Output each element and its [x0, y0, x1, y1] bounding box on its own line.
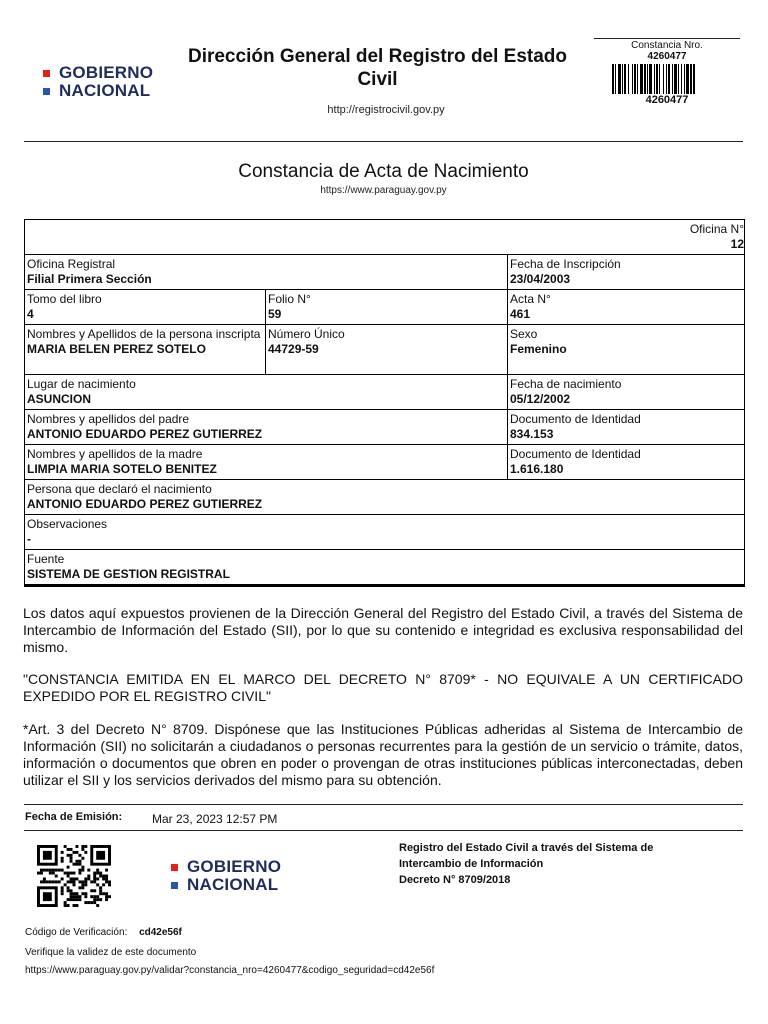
document-url: https://www.paraguay.gov.py [320, 185, 447, 196]
lugar-nacimiento-cell [25, 375, 508, 410]
nombres-persona-cell [25, 325, 266, 375]
qr-module [84, 901, 87, 904]
qr-module [96, 872, 99, 875]
qr-module [81, 892, 84, 895]
qr-module [96, 898, 99, 901]
qr-module [55, 880, 58, 883]
qr-module [49, 880, 52, 883]
verify-text: Verifique la validez de este documento [25, 947, 197, 958]
qr-module [58, 880, 61, 883]
qr-module [75, 892, 78, 895]
qr-module [75, 904, 78, 907]
nombres-persona-value: MARIA BELEN PEREZ SOTELO [27, 342, 206, 356]
qr-module [93, 880, 96, 883]
qr-module [99, 889, 102, 892]
fecha-inscripcion-label: Fecha de Inscripción [510, 257, 621, 271]
disclaimer-paragraph: Los datos aquí expuestos provienen de la Dirección General del Registro del Estado Civil, a través del Sistema de Intercambio de Información del Estado (SII), por lo que su contenido e integridad es exclusiva responsabilidad del mismo. [23, 605, 743, 655]
fecha-nacimiento-cell [508, 375, 745, 410]
qr-module [99, 892, 102, 895]
qr-module [70, 854, 73, 857]
declarante-label: Persona que declaró el nacimiento [27, 482, 212, 496]
registro-line-1: Registro del Estado Civil a través del Sistema de [399, 842, 654, 854]
qr-module [84, 892, 87, 895]
qr-module [73, 892, 76, 895]
qr-module [55, 875, 58, 878]
qr-module [81, 869, 84, 872]
qr-module [37, 872, 40, 875]
numero-unico-value: 44729-59 [268, 342, 319, 356]
constancia-label: Constancia Nro. [631, 40, 703, 51]
qr-module [75, 898, 78, 901]
qr-module [75, 860, 78, 863]
doc-madre-value: 1.616.180 [510, 462, 564, 476]
verification-label: Código de Verificación: [25, 927, 128, 938]
qr-module [70, 895, 73, 898]
qr-module [87, 901, 90, 904]
qr-module [46, 880, 49, 883]
qr-module [78, 860, 81, 863]
qr-module [93, 898, 96, 901]
doc-padre-label: Documento de Identidad [510, 412, 641, 426]
padre-label: Nombres y apellidos del padre [27, 412, 190, 426]
qr-module [70, 848, 73, 851]
qr-module [70, 892, 73, 895]
red-square-icon [171, 864, 178, 871]
logo-footer-line-1: GOBIERNO [187, 857, 282, 876]
constancia-number: 4260477 [647, 51, 687, 62]
qr-module [90, 901, 93, 904]
qr-module [90, 880, 93, 883]
qr-module [81, 857, 84, 860]
fecha-inscripcion-value: 23/04/2003 [510, 272, 571, 286]
madre-cell [25, 445, 508, 480]
qr-module [67, 875, 70, 878]
qr-module [78, 880, 81, 883]
qr-module [108, 883, 111, 886]
lugar-nacimiento-label: Lugar de nacimiento [27, 377, 136, 391]
qr-module [99, 898, 102, 901]
qr-module [64, 901, 67, 904]
qr-module [87, 869, 90, 872]
document-title: Constancia de Acta de Nacimiento [238, 161, 529, 182]
qr-module [67, 880, 70, 883]
qr-module [43, 892, 52, 901]
qr-module [55, 869, 58, 872]
qr-module [84, 845, 87, 848]
qr-module [61, 892, 64, 895]
qr-module [61, 886, 64, 889]
numero-unico-cell [266, 325, 508, 375]
qr-code[interactable] [37, 845, 111, 912]
qr-module [102, 892, 105, 895]
qr-module [96, 904, 99, 907]
qr-module [81, 848, 84, 851]
qr-module [78, 869, 81, 872]
qr-module [61, 860, 64, 863]
doc-madre-label: Documento de Identidad [510, 447, 641, 461]
blue-square-icon [43, 88, 50, 95]
qr-module [70, 872, 73, 875]
qr-module [105, 875, 108, 878]
qr-module [70, 877, 73, 880]
birth-record-table [24, 219, 745, 587]
fecha-nacimiento-label: Fecha de nacimiento [510, 377, 622, 391]
qr-module [67, 904, 70, 907]
qr-module [58, 869, 61, 872]
qr-module [61, 869, 64, 872]
barcode-bar [695, 64, 696, 94]
qr-module [73, 904, 76, 907]
decree-notice: "CONSTANCIA EMITIDA EN EL MARCO DEL DECRETO N° 8709* - NO EQUIVALE A UN CERTIFICADO EXPEDIDO POR EL REGISTRO CIVIL" [23, 671, 743, 704]
footer-divider-top [24, 804, 743, 805]
doc-padre-cell [508, 410, 745, 445]
oficina-registral-label: Oficina Registral [27, 257, 116, 271]
qr-module [40, 869, 43, 872]
acta-cell [508, 290, 745, 325]
qr-module [43, 869, 46, 872]
qr-module [73, 877, 76, 880]
qr-module [67, 886, 70, 889]
qr-module [93, 872, 96, 875]
qr-module [64, 904, 67, 907]
qr-module [73, 851, 76, 854]
qr-module [84, 851, 87, 854]
qr-module [96, 869, 99, 872]
qr-module [70, 857, 73, 860]
qr-module [61, 889, 64, 892]
folio-label: Folio N° [268, 292, 311, 306]
qr-module [67, 866, 70, 869]
qr-module [61, 877, 64, 880]
emision-label: Fecha de Emisión: [25, 811, 123, 823]
qr-module [78, 854, 81, 857]
qr-module [70, 880, 73, 883]
madre-value: LIMPIA MARIA SOTELO BENITEZ [27, 462, 217, 476]
qr-module [102, 875, 105, 878]
fecha-inscripcion-cell [508, 255, 745, 290]
qr-module [52, 869, 55, 872]
verification-code: cd42e56f [139, 927, 182, 938]
qr-module [105, 869, 108, 872]
registro-info [399, 840, 739, 888]
qr-module [75, 851, 78, 854]
verification-row [25, 927, 182, 938]
emision-value: Mar 23, 2023 12:57 PM [152, 812, 278, 826]
sexo-label: Sexo [510, 327, 538, 341]
qr-module [84, 877, 87, 880]
qr-module [96, 883, 99, 886]
barcode [612, 64, 720, 94]
qr-module [105, 895, 108, 898]
qr-module [73, 883, 76, 886]
logo-line-1: GOBIERNO [59, 63, 154, 82]
declarante-value: ANTONIO EDUARDO PEREZ GUTIERREZ [27, 497, 263, 511]
qr-module [43, 877, 46, 880]
lugar-nacimiento-value: ASUNCION [27, 392, 92, 406]
qr-module [75, 863, 78, 866]
qr-module [93, 889, 96, 892]
oficina-num-cell [25, 220, 745, 255]
qr-module [90, 889, 93, 892]
sexo-cell [508, 325, 745, 375]
registro-line-3: Decreto N° 8709/2018 [399, 874, 511, 886]
red-square-icon [43, 70, 50, 77]
qr-module [105, 877, 108, 880]
qr-module [105, 898, 108, 901]
qr-module [78, 872, 81, 875]
qr-module [61, 857, 64, 860]
qr-module [70, 898, 73, 901]
qr-module [93, 877, 96, 880]
qr-module [90, 895, 93, 898]
doc-padre-value: 834.153 [510, 427, 554, 441]
qr-module [81, 886, 84, 889]
qr-module [64, 883, 67, 886]
qr-module [96, 877, 99, 880]
nombres-persona-label: Nombres y Apellidos de la persona inscripta [27, 327, 261, 341]
qr-module [96, 895, 99, 898]
qr-module [40, 880, 43, 883]
qr-module [96, 851, 105, 860]
qr-module [67, 898, 70, 901]
madre-label: Nombres y apellidos de la madre [27, 447, 203, 461]
qr-module [61, 851, 64, 854]
qr-module [40, 872, 43, 875]
qr-code-graphic [37, 845, 111, 907]
qr-module [43, 851, 52, 860]
numero-unico-label: Número Único [268, 327, 345, 341]
qr-module [108, 880, 111, 883]
padre-value: ANTONIO EDUARDO PEREZ GUTIERREZ [27, 427, 263, 441]
observaciones-value: - [27, 532, 31, 546]
qr-module [102, 883, 105, 886]
oficina-num-value: 12 [730, 237, 744, 251]
qr-module [73, 863, 76, 866]
footer-divider-bottom [24, 830, 743, 831]
qr-module [78, 895, 81, 898]
qr-module [93, 895, 96, 898]
qr-module [73, 895, 76, 898]
qr-module [81, 883, 84, 886]
observaciones-label: Observaciones [27, 517, 108, 531]
qr-module [93, 875, 96, 878]
qr-module [73, 898, 76, 901]
constancia-box [594, 38, 740, 106]
qr-module [49, 869, 52, 872]
qr-module [75, 895, 78, 898]
sexo-value: Femenino [510, 342, 567, 356]
gobierno-nacional-logo [43, 64, 153, 100]
qr-module [67, 872, 70, 875]
qr-module [84, 895, 87, 898]
qr-module [108, 895, 111, 898]
qr-module [102, 877, 105, 880]
oficina-registral-value: Filial Primera Sección [27, 272, 152, 286]
observaciones-cell [25, 515, 745, 550]
folio-cell [266, 290, 508, 325]
qr-module [78, 886, 81, 889]
qr-module [52, 872, 55, 875]
qr-module [93, 901, 96, 904]
tomo-cell [25, 290, 266, 325]
oficina-num-label: Oficina N° [689, 222, 744, 236]
fuente-cell [25, 550, 745, 585]
qr-module [75, 845, 78, 848]
oficina-registral-cell [25, 255, 508, 290]
doc-madre-cell [508, 445, 745, 480]
registro-line-2: Intercambio de Información [399, 858, 544, 870]
qr-module [75, 877, 78, 880]
qr-module [87, 875, 90, 878]
qr-module [49, 872, 52, 875]
qr-module [67, 848, 70, 851]
qr-module [84, 883, 87, 886]
qr-module [43, 880, 46, 883]
acta-label: Acta N° [510, 292, 551, 306]
declarante-cell [25, 480, 745, 515]
tomo-label: Tomo del libro [27, 292, 102, 306]
logo-line-2: NACIONAL [59, 81, 151, 100]
logo-footer-line-2: NACIONAL [187, 875, 279, 894]
qr-module [73, 880, 76, 883]
fuente-value: SISTEMA DE GESTION REGISTRAL [27, 567, 230, 581]
qr-module [52, 880, 55, 883]
barcode-number: 4260477 [645, 94, 689, 106]
header-divider [24, 141, 743, 142]
qr-module [87, 877, 90, 880]
qr-module [99, 872, 102, 875]
tomo-value: 4 [27, 307, 34, 321]
gobierno-nacional-logo-footer [171, 858, 281, 894]
page-title: Dirección General del Registro del Estado Civil [187, 46, 568, 90]
qr-module [84, 880, 87, 883]
qr-module [99, 886, 102, 889]
qr-module [64, 845, 67, 848]
qr-module [78, 863, 81, 866]
blue-square-icon [171, 882, 178, 889]
folio-value: 59 [268, 307, 282, 321]
qr-module [81, 866, 84, 869]
qr-module [64, 872, 67, 875]
qr-module [81, 880, 84, 883]
qr-module [81, 845, 84, 848]
qr-module [105, 880, 108, 883]
acta-value: 461 [510, 307, 531, 321]
qr-module [46, 869, 49, 872]
qr-module [70, 860, 73, 863]
qr-module [105, 892, 108, 895]
verify-link[interactable]: https://www.paraguay.gov.py/validar?constancia_nro=4260477&codigo_seguridad=cd42e56f [25, 965, 435, 976]
article-paragraph: *Art. 3 del Decreto N° 8709. Dispónese que las Instituciones Públicas adheridas al Sistema de Intercambio de Información (SII) no solicitarán a ciudadanos o personas recurrentes para la gestión de un servicio o trámite, datos, información o documentos que obren en poder o provengan de otras instituciones públicas interconectadas, deben utilizar el SII y los servicios derivados del mismo para su obtención. [23, 721, 743, 788]
padre-cell [25, 410, 508, 445]
qr-module [67, 889, 70, 892]
qr-module [78, 898, 81, 901]
fecha-nacimiento-value: 05/12/2002 [510, 392, 571, 406]
qr-module [70, 889, 73, 892]
qr-module [99, 875, 102, 878]
fuente-label: Fuente [27, 552, 65, 566]
registro-url: http://registrocivil.gov.py [327, 104, 445, 116]
qr-module [73, 872, 76, 875]
qr-module [67, 854, 70, 857]
